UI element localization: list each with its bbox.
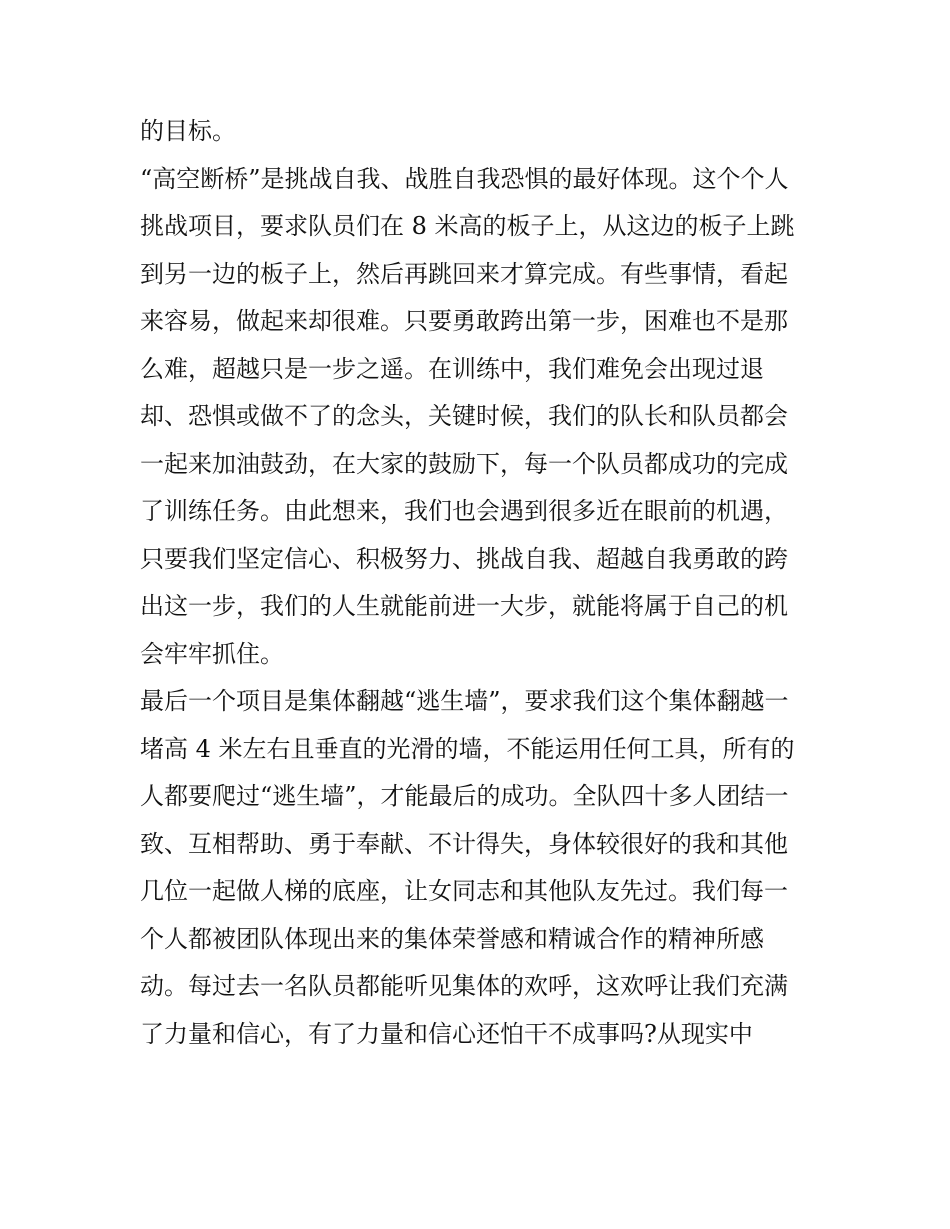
text-line: 到另一边的板子上，然后再跳回来才算完成。有些事情，看起 xyxy=(140,259,788,288)
body-text xyxy=(140,108,840,1058)
text-line: 最后一个项目是集体翻越“逃生墙”，要求我们这个集体翻越一 xyxy=(140,687,789,715)
text-line: 几位一起做人梯的底座，让女同志和其他队友先过。我们每一 xyxy=(140,877,788,905)
text-line: 来容易，做起来却很难。只要勇敢跨出第一步，困难也不是那 xyxy=(140,307,788,335)
text-line: 动。每过去一名队员都能听见集体的欢呼，这欢呼让我们充满 xyxy=(140,972,788,1000)
text-line: 致、互相帮助、勇于奉献、不计得失，身体较很好的我和其他 xyxy=(140,829,788,858)
text-line: 却、恐惧或做不了的念头，关键时候，我们的队长和队员都会 xyxy=(140,402,788,430)
text-line: 么难，超越只是一步之遥。在训练中，我们难免会出现过退 xyxy=(140,354,764,383)
text-line: 堵高 4 米左右且垂直的光滑的墙，不能运用任何工具，所有的 xyxy=(140,734,795,763)
text-line: 了训练任务。由此想来，我们也会遇到很多近在眼前的机遇， xyxy=(140,497,788,525)
text-line: 会牢牢抓住。 xyxy=(140,639,284,668)
text-line: 只要我们坚定信心、积极努力、挑战自我、超越自我勇敢的跨 xyxy=(140,544,788,573)
text-line: 出这一步，我们的人生就能前进一大步，就能将属于自己的机 xyxy=(140,592,788,620)
text-line: 个人都被团队体现出来的集体荣誉感和精诚合作的精神所感 xyxy=(140,924,764,953)
text-line: 一起来加油鼓劲，在大家的鼓励下，每一个队员都成功的完成 xyxy=(140,449,788,478)
text-line: 人都要爬过“逃生墙”，才能最后的成功。全队四十多人团结一 xyxy=(140,782,789,810)
text-line: 了力量和信心，有了力量和信心还怕干不成事吗?从现实中 xyxy=(140,1019,753,1048)
text-line: 挑战项目，要求队员们在 8 米高的板子上，从这边的板子上跳 xyxy=(140,212,795,240)
text-line: 的目标。 xyxy=(140,117,236,145)
text-line: “高空断桥”是挑战自我、战胜自我恐惧的最好体现。这个个人 xyxy=(140,164,789,193)
